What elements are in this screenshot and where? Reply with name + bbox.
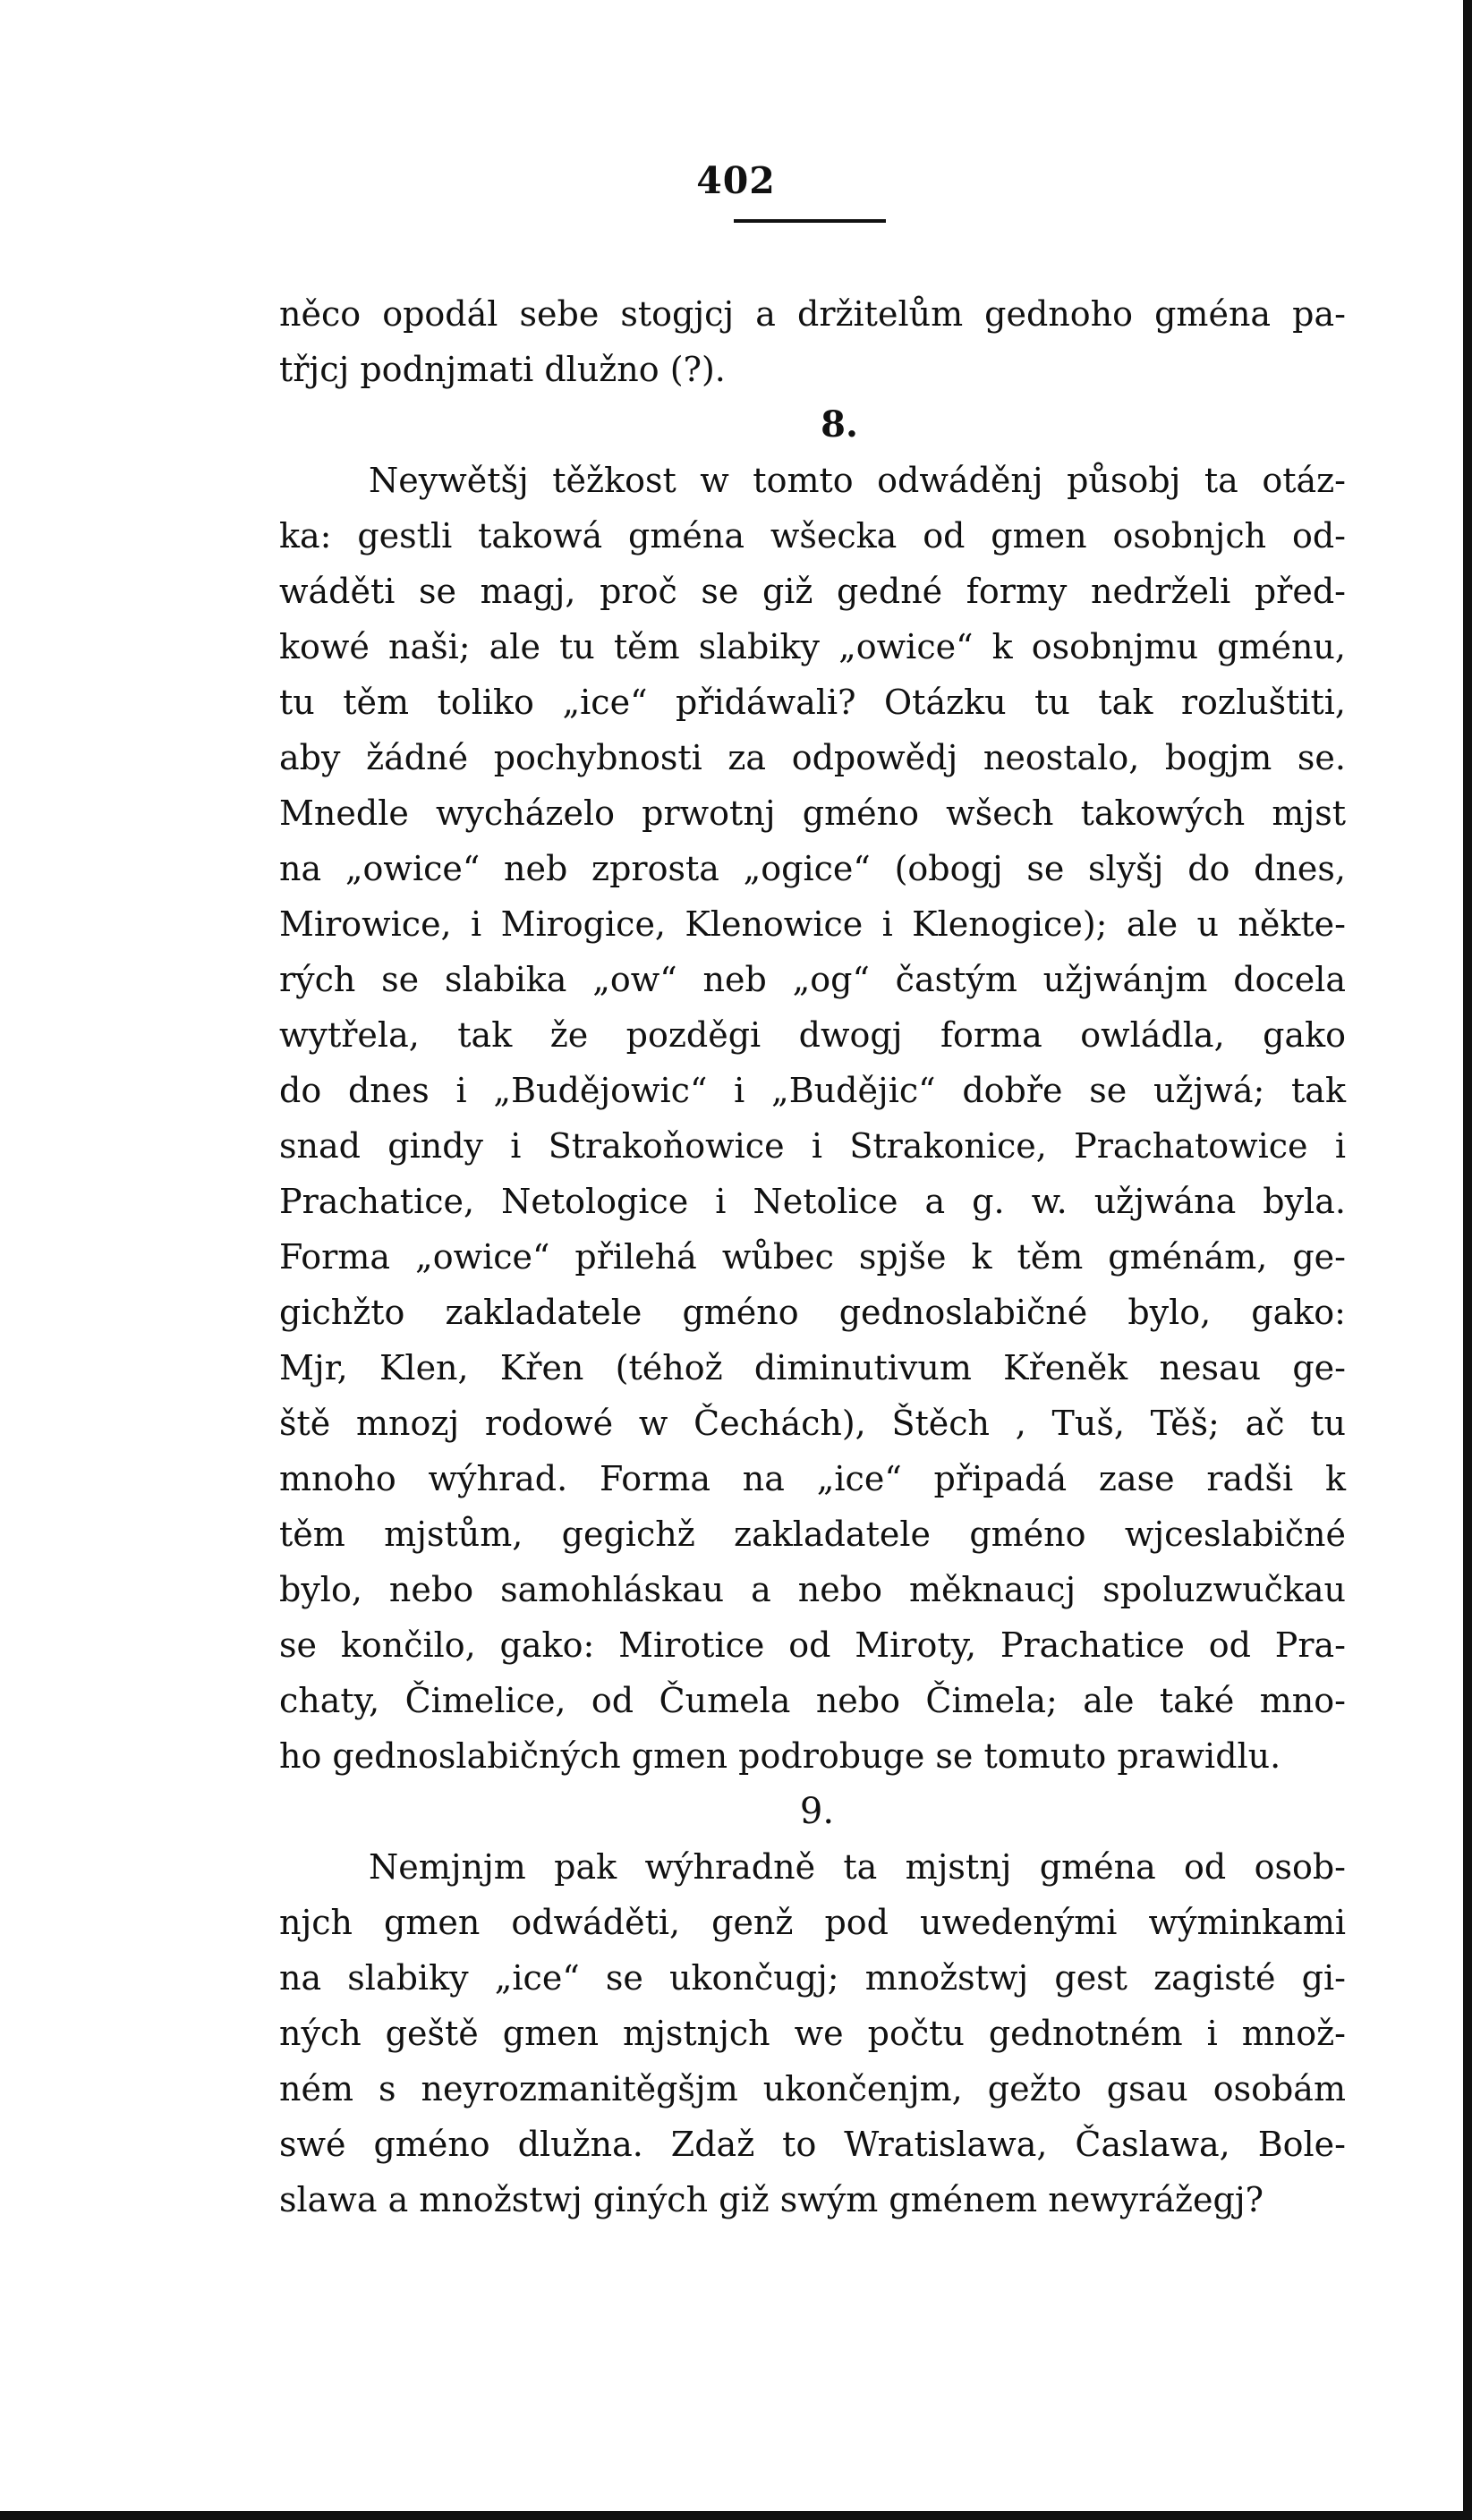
- text-line: něco opodál sebe stogjcj a držitelům gednoho gména pa-: [279, 294, 1346, 334]
- text-line: Prachatice, Netologice i Netolice a g. w. užjwána byla.: [279, 1182, 1346, 1221]
- text-line: Nemjnjm pak wýhradně ta mjstnj gména od osob-: [369, 1847, 1346, 1887]
- page-header: [0, 159, 1472, 202]
- text-line: Mjr, Klen, Křen (téhož diminutivum Křeněk nesau ge-: [279, 1348, 1346, 1387]
- text-line: ných geště gmen mjstnjch we počtu gednotném i množ-: [279, 2014, 1346, 2053]
- text-line: tu těm toliko „ice“ přidáwali? Otázku tu tak rozluštiti,: [279, 683, 1346, 722]
- text-line: ném s neyrozmanitěgšjm ukončenjm, gežto gsau osobám: [279, 2069, 1346, 2108]
- text-line: na „owice“ neb zprosta „ogice“ (obogj se slyšj do dnes,: [279, 849, 1346, 888]
- text-line: těm mjstům, gegichž zakladatele gméno wjceslabičné: [279, 1515, 1346, 1554]
- text-line: slawa a množstwj giných giž swým gménem newyrážegj?: [279, 2180, 1264, 2219]
- text-line: do dnes i „Budějowic“ i „Budějic“ dobře se užjwá; tak: [279, 1071, 1346, 1110]
- page-number: 402: [696, 159, 776, 202]
- text-line: mnoho wýhrad. Forma na „ice“ připadá zase radši k: [279, 1459, 1346, 1498]
- text-line: ště mnozj rodowé w Čechách), Štěch , Tuš, Těš; ač tu: [279, 1404, 1346, 1443]
- header-rule: [734, 219, 886, 223]
- text-line: aby žádné pochybnosti za odpowědj neostalo, bogjm se.: [279, 738, 1346, 777]
- text-line: rých se slabika „ow“ neb „og“ častým užjwánjm docela: [279, 960, 1346, 999]
- text-line: třjcj podnjmati dlužno (?).: [279, 350, 726, 389]
- text-line: Forma „owice“ přilehá wůbec spjše k těm gménám, ge-: [279, 1237, 1346, 1277]
- text-line: na slabiky „ice“ se ukončugj; množstwj gest zagisté gi-: [279, 1958, 1346, 1998]
- text-line: wytřela, tak že pozděgi dwogj forma owládla, gako: [279, 1015, 1346, 1055]
- text-line: Mirowice, i Mirogice, Klenowice i Klenogice); ale u někte-: [279, 904, 1346, 944]
- text-line: ka: gestli takowá gména wšecka od gmen osobnjch od-: [279, 516, 1346, 556]
- section-heading: 9.: [799, 1791, 835, 1832]
- text-line: swé gméno dlužna. Zdaž to Wratislawa, Časlawa, Bole-: [279, 2125, 1346, 2164]
- text-line: wáděti se magj, proč se giž gedné formy nedrželi před-: [279, 572, 1346, 611]
- text-line: se končilo, gako: Mirotice od Miroty, Prachatice od Pra-: [279, 1625, 1346, 1665]
- body-text: [279, 286, 1346, 2227]
- text-line: ho gednoslabičných gmen podrobuge se tomuto prawidlu.: [279, 1736, 1281, 1776]
- section-heading: 8.: [821, 403, 858, 445]
- text-line: snad gindy i Strakoňowice i Strakonice, Prachatowice i: [279, 1126, 1346, 1166]
- text-line: kowé naši; ale tu těm slabiky „owice“ k osobnjmu gménu,: [279, 627, 1346, 666]
- text-line: Mnedle wycházelo prwotnj gméno wšech takowých mjst: [279, 793, 1346, 833]
- text-line: Neywětšj těžkost w tomto odwáděnj působj ta otáz-: [369, 461, 1346, 500]
- text-line: chaty, Čimelice, od Čumela nebo Čimela; ale také mno-: [279, 1681, 1346, 1720]
- text-line: njch gmen odwáděti, genž pod uwedenými wýminkami: [279, 1903, 1346, 1942]
- text-line: gichžto zakladatele gméno gednoslabičné bylo, gako:: [279, 1293, 1346, 1332]
- text-line: bylo, nebo samohláskau a nebo měknaucj spoluzwučkau: [279, 1570, 1346, 1609]
